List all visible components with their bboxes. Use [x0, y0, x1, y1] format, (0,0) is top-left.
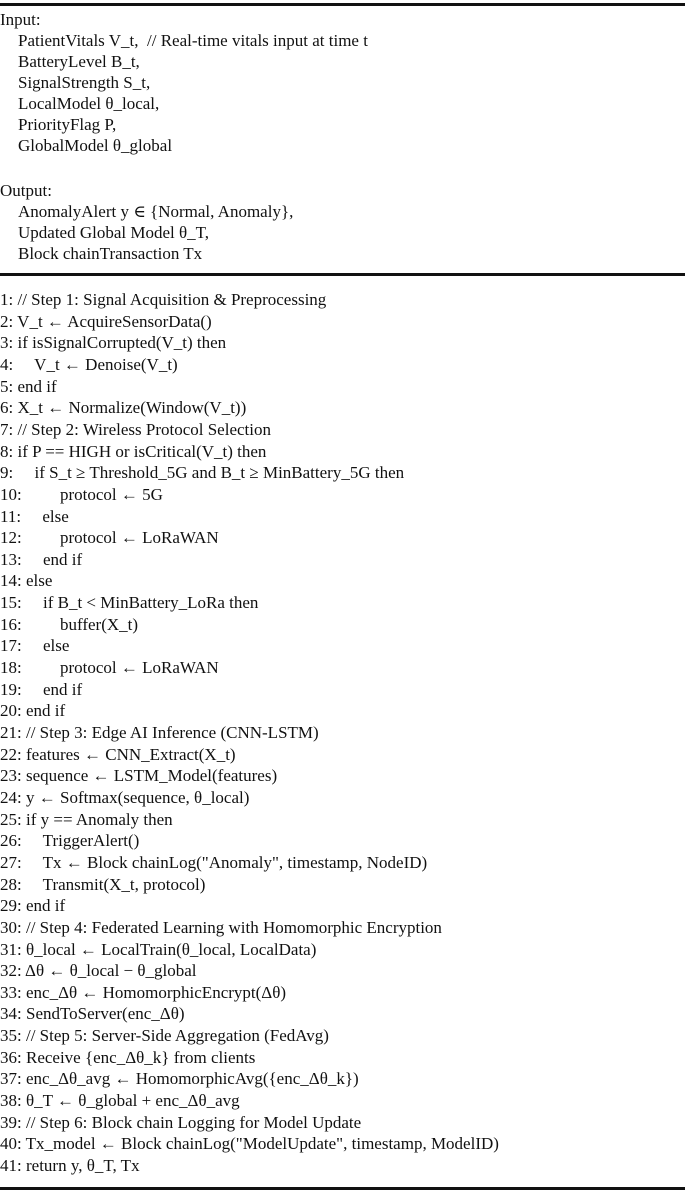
line-number: 17: [0, 636, 22, 656]
output-item: Block chainTransaction Tx [18, 244, 203, 263]
input-item: BatteryLevel B_t, [18, 52, 140, 71]
line-number: 10: [0, 484, 22, 504]
line-number: 5: [0, 376, 14, 396]
algorithm-line [0, 506, 69, 527]
line-number: 41: [0, 1156, 22, 1175]
line-number: 1: [0, 290, 14, 309]
algorithm-line [0, 852, 427, 873]
line-number: 3: [0, 333, 14, 353]
line-number: 27: [0, 852, 22, 872]
line-code: X_t ← Normalize(Window(V_t)) [13, 398, 247, 418]
algorithm-line [0, 787, 249, 808]
line-number: 14: [0, 571, 22, 591]
algorithm-line [0, 635, 69, 656]
line-code: return y, θ_T, Tx [21, 1156, 140, 1175]
input-item: SignalStrength S_t, [18, 73, 151, 92]
line-code: Tx_model ← Block chainLog("ModelUpdate", timestamp, ModelID) [21, 1134, 499, 1154]
line-number: 15: [0, 593, 22, 613]
line-code: end if [21, 896, 66, 916]
line-code: // Step 3: Edge AI Inference (CNN-LSTM) [21, 723, 319, 742]
line-code: Transmit(X_t, protocol) [21, 874, 206, 894]
input-label: Input: [0, 10, 41, 29]
line-code: if S_t ≥ Threshold_5G and B_t ≥ MinBattery_5G then [13, 463, 405, 483]
line-number: 34: [0, 1004, 22, 1024]
algorithm-line [0, 830, 139, 851]
line-number: 40: [0, 1134, 22, 1154]
output-item: Updated Global Model θ_T, [18, 223, 210, 242]
algorithm-line [0, 1112, 361, 1133]
line-code: V_t ← Denoise(V_t) [13, 354, 178, 374]
line-number: 35: [0, 1026, 22, 1046]
line-code: end if [13, 376, 57, 396]
line-number: 13: [0, 549, 22, 569]
line-number: 29: [0, 896, 22, 916]
line-number: 8: [0, 441, 14, 461]
line-code: SendToServer(enc_Δθ) [21, 1004, 185, 1024]
algorithm-line [0, 592, 258, 613]
line-code: // Step 5: Server-Side Aggregation (FedAvg) [21, 1026, 329, 1046]
algorithm-line [0, 874, 205, 895]
line-number: 12: [0, 528, 22, 548]
line-code: Δθ ← θ_local − θ_global [21, 961, 197, 981]
algorithm-line [0, 311, 212, 332]
line-code: enc_Δθ ← HomomorphicEncrypt(Δθ) [21, 982, 287, 1002]
line-code: // Step 4: Federated Learning with Homomorphic Encryption [21, 917, 442, 937]
algorithm-line [0, 657, 219, 678]
output-label: Output: [0, 181, 52, 200]
input-item: PatientVitals V_t, // Real-time vitals input at time t [18, 31, 368, 50]
algorithm-line [0, 679, 82, 700]
line-code: // Step 6: Block chain Logging for Model Update [21, 1112, 362, 1132]
line-code: Tx ← Block chainLog("Anomaly", timestamp, NodeID) [21, 852, 428, 872]
line-code: else [21, 506, 69, 526]
line-number: 22: [0, 744, 22, 764]
line-code: protocol ← LoRaWAN [21, 658, 219, 678]
algorithm-line [0, 419, 271, 440]
line-code: Receive {enc_Δθ_k} from clients [21, 1047, 256, 1067]
algorithm-line [0, 1025, 329, 1046]
algorithm-line [0, 939, 316, 960]
line-code: protocol ← LoRaWAN [21, 528, 219, 548]
line-number: 21: [0, 723, 22, 742]
algorithm-line [0, 809, 173, 830]
input-item: PriorityFlag P, [18, 115, 117, 134]
algorithm-line [0, 289, 326, 310]
algorithm-line [0, 700, 65, 721]
algorithm-line [0, 484, 163, 505]
algorithm-line [0, 765, 277, 786]
line-code: TriggerAlert() [21, 831, 140, 851]
line-code: if P == HIGH or isCritical(V_t) then [13, 441, 267, 461]
line-code: protocol ← 5G [21, 484, 163, 504]
line-code: enc_Δθ_avg ← HomomorphicAvg({enc_Δθ_k}) [21, 1069, 359, 1089]
line-code: buffer(X_t) [21, 614, 139, 634]
line-number: 36: [0, 1047, 22, 1067]
algorithm-line [0, 1133, 499, 1154]
line-code: // Step 2: Wireless Protocol Selection [13, 419, 271, 439]
line-number: 24: [0, 787, 22, 807]
line-code: end if [21, 679, 83, 699]
line-number: 26: [0, 831, 22, 851]
line-number: 9: [0, 463, 14, 483]
line-code: y ← Softmax(sequence, θ_local) [21, 787, 250, 807]
line-code: θ_T ← θ_global + enc_Δθ_avg [21, 1091, 240, 1111]
line-code: features ← CNN_Extract(X_t) [21, 744, 236, 764]
line-number: 4: [0, 354, 14, 374]
algorithm-line [0, 917, 442, 938]
line-number: 39: [0, 1112, 22, 1132]
algorithm-line [0, 744, 236, 765]
algorithm-line [0, 527, 219, 548]
middle-rule [0, 273, 685, 276]
line-code: if isSignalCorrupted(V_t) then [13, 333, 227, 353]
line-code: // Step 1: Signal Acquisition & Preprocessing [13, 290, 327, 309]
algorithm-line [0, 549, 82, 570]
algorithm-line [0, 570, 52, 591]
algorithm-line [0, 614, 138, 635]
input-item: LocalModel θ_local, [18, 94, 160, 113]
line-number: 28: [0, 874, 22, 894]
line-number: 38: [0, 1091, 22, 1111]
algorithm-line [0, 441, 266, 462]
algorithm-line [0, 397, 246, 418]
line-number: 31: [0, 939, 22, 959]
algorithm-line [0, 1068, 359, 1089]
line-code: else [21, 571, 53, 591]
line-number: 19: [0, 679, 22, 699]
input-item: GlobalModel θ_global [18, 136, 173, 155]
line-number: 11: [0, 506, 22, 526]
line-number: 2: [0, 311, 14, 331]
line-code: sequence ← LSTM_Model(features) [21, 766, 278, 786]
line-number: 23: [0, 766, 22, 786]
line-number: 20: [0, 701, 22, 721]
top-rule [0, 3, 685, 6]
line-code: end if [21, 549, 83, 569]
algorithm-line [0, 982, 286, 1003]
algorithm-line [0, 1155, 140, 1176]
line-number: 32: [0, 961, 22, 981]
algorithm-line [0, 1047, 255, 1068]
line-number: 18: [0, 658, 22, 678]
line-code: end if [21, 701, 66, 721]
line-number: 6: [0, 398, 14, 418]
line-number: 30: [0, 917, 22, 937]
line-number: 33: [0, 982, 22, 1002]
algorithm-line [0, 354, 178, 375]
algorithm-line [0, 376, 57, 397]
output-item: AnomalyAlert y ∈ {Normal, Anomaly}, [18, 202, 294, 221]
line-number: 16: [0, 614, 22, 634]
line-number: 7: [0, 419, 14, 439]
line-number: 25: [0, 809, 22, 829]
line-code: else [21, 636, 70, 656]
line-code: if B_t < MinBattery_LoRa then [21, 593, 259, 613]
algorithm-line [0, 462, 404, 483]
line-code: if y == Anomaly then [21, 809, 173, 829]
bottom-rule [0, 1187, 685, 1190]
algorithm-line [0, 895, 65, 916]
algorithm-line [0, 960, 197, 981]
line-code: θ_local ← LocalTrain(θ_local, LocalData) [21, 939, 317, 959]
algorithm-line [0, 1090, 240, 1111]
algorithm-line [0, 1003, 185, 1024]
line-number: 37: [0, 1069, 22, 1089]
algorithm-line [0, 722, 319, 743]
algorithm-line [0, 332, 226, 353]
line-code: V_t ← AcquireSensorData() [13, 311, 212, 331]
